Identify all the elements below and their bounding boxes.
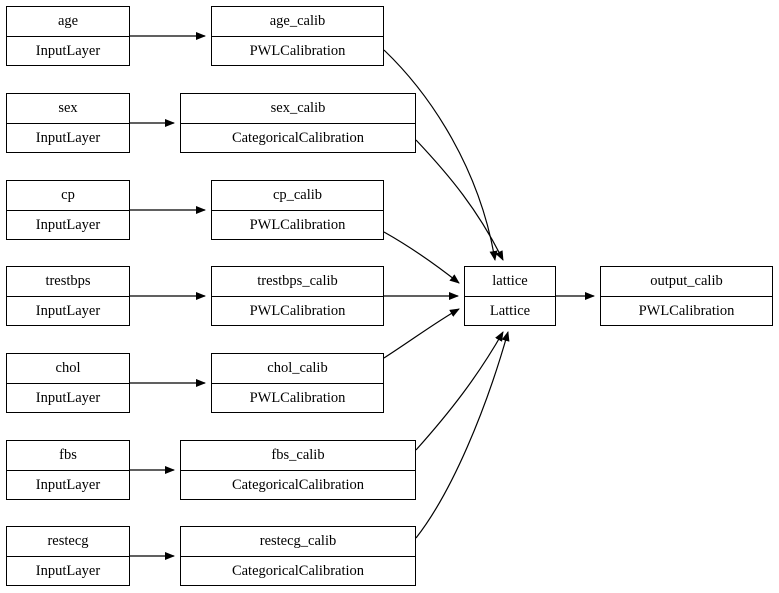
node-trestbps_calib-type: PWLCalibration — [249, 302, 346, 319]
node-sex_calib-type: CategoricalCalibration — [231, 129, 365, 146]
node-sex-title: sex — [7, 94, 129, 124]
node-sex_calib-title: sex_calib — [181, 94, 415, 124]
node-restecg_calib-title: restecg_calib — [181, 527, 415, 557]
node-age[interactable] — [6, 6, 130, 66]
node-sex_calib[interactable] — [180, 93, 416, 153]
edge-fbs_calib-to-lattice — [416, 332, 503, 450]
node-age_calib-type: PWLCalibration — [249, 42, 346, 59]
node-trestbps_calib[interactable] — [211, 266, 384, 326]
node-cp_calib[interactable] — [211, 180, 384, 240]
node-chol-title: chol — [7, 354, 129, 384]
node-trestbps-type: InputLayer — [35, 302, 101, 319]
edge-age_calib-to-lattice — [384, 50, 495, 260]
node-trestbps_calib-title: trestbps_calib — [212, 267, 383, 297]
node-trestbps[interactable] — [6, 266, 130, 326]
node-fbs_calib-type: CategoricalCalibration — [231, 476, 365, 493]
node-lattice-title: lattice — [465, 267, 555, 297]
node-age-type: InputLayer — [35, 42, 101, 59]
node-restecg_calib-type: CategoricalCalibration — [231, 562, 365, 579]
node-output_calib-type: PWLCalibration — [638, 302, 735, 319]
node-sex-type: InputLayer — [35, 129, 101, 146]
node-chol-type: InputLayer — [35, 389, 101, 406]
node-chol_calib[interactable] — [211, 353, 384, 413]
node-fbs_calib-title: fbs_calib — [181, 441, 415, 471]
edge-sex_calib-to-lattice — [416, 140, 503, 260]
edge-cp_calib-to-lattice — [384, 232, 459, 283]
node-fbs-type: InputLayer — [35, 476, 101, 493]
node-cp[interactable] — [6, 180, 130, 240]
node-lattice-type: Lattice — [489, 302, 531, 319]
node-fbs_calib[interactable] — [180, 440, 416, 500]
node-restecg[interactable] — [6, 526, 130, 586]
node-restecg_calib[interactable] — [180, 526, 416, 586]
node-chol_calib-type: PWLCalibration — [249, 389, 346, 406]
edge-restecg_calib-to-lattice — [416, 332, 508, 538]
node-cp-type: InputLayer — [35, 216, 101, 233]
node-chol[interactable] — [6, 353, 130, 413]
node-age_calib[interactable] — [211, 6, 384, 66]
node-fbs[interactable] — [6, 440, 130, 500]
node-trestbps-title: trestbps — [7, 267, 129, 297]
node-cp_calib-type: PWLCalibration — [249, 216, 346, 233]
node-chol_calib-title: chol_calib — [212, 354, 383, 384]
node-age-title: age — [7, 7, 129, 37]
node-restecg-type: InputLayer — [35, 562, 101, 579]
node-lattice[interactable] — [464, 266, 556, 326]
node-age_calib-title: age_calib — [212, 7, 383, 37]
node-fbs-title: fbs — [7, 441, 129, 471]
node-restecg-title: restecg — [7, 527, 129, 557]
node-output_calib[interactable] — [600, 266, 773, 326]
node-cp_calib-title: cp_calib — [212, 181, 383, 211]
node-sex[interactable] — [6, 93, 130, 153]
node-output_calib-title: output_calib — [601, 267, 772, 297]
node-cp-title: cp — [7, 181, 129, 211]
edge-chol_calib-to-lattice — [384, 309, 459, 358]
